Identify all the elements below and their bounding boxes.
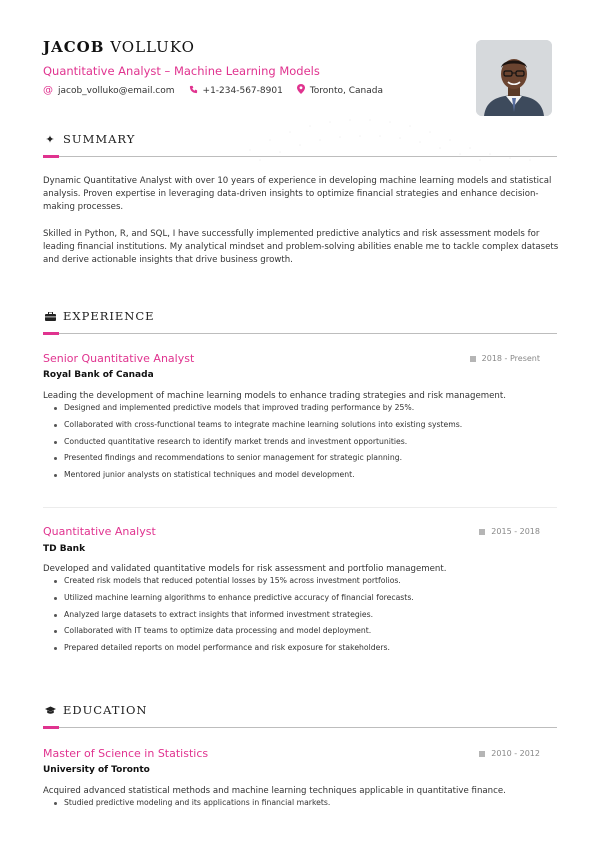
education-bullets xyxy=(52,795,552,812)
list-item: Presented findings and recommendations to senior management for strategic planning. xyxy=(52,450,552,467)
education-description: Acquired advanced statistical methods and machine learning techniques applicable in quantitative finance. xyxy=(43,786,506,796)
phone-contact[interactable] xyxy=(189,85,283,97)
phone-icon xyxy=(189,85,198,97)
experience-heading xyxy=(43,309,155,323)
experience-accent-bar xyxy=(43,332,59,335)
job-2-dates-text: 2015 - 2018 xyxy=(491,527,540,536)
job-separator xyxy=(43,507,557,508)
location-text: Toronto, Canada xyxy=(309,85,384,96)
calendar-icon xyxy=(479,751,485,757)
list-item: Studied predictive modeling and its applications in financial markets. xyxy=(52,795,552,812)
experience-title: EXPERIENCE xyxy=(63,309,155,323)
job-2-bullets xyxy=(52,573,552,657)
job-1-title: Senior Quantitative Analyst xyxy=(43,352,195,365)
phone-text: +1-234-567-8901 xyxy=(202,85,283,96)
school-name: University of Toronto xyxy=(43,765,150,775)
list-item: Collaborated with IT teams to optimize data processing and model deployment. xyxy=(52,623,552,640)
briefcase-icon xyxy=(43,309,57,323)
job-1-description: Leading the development of machine learning models to enhance trading strategies and risk management. xyxy=(43,391,506,401)
job-1-dates xyxy=(470,354,540,363)
experience-rule xyxy=(43,333,557,334)
education-heading xyxy=(43,703,148,717)
graduation-cap-icon xyxy=(43,703,57,717)
email-contact[interactable] xyxy=(43,85,175,96)
list-item: Mentored junior analysts on statistical techniques and model development. xyxy=(52,467,552,484)
profile-photo xyxy=(476,40,552,116)
first-name: JACOB xyxy=(43,38,105,56)
job-2-dates xyxy=(479,527,540,536)
education-accent-bar xyxy=(43,726,59,729)
education-rule xyxy=(43,727,557,728)
education-title: EDUCATION xyxy=(63,703,148,717)
summary-rule xyxy=(43,156,557,157)
education-dates xyxy=(479,749,540,758)
list-item: Collaborated with cross-functional teams to integrate machine learning solutions into existing systems. xyxy=(52,417,552,434)
list-item: Utilized machine learning algorithms to enhance predictive accuracy of financial forecasts. xyxy=(52,590,552,607)
list-item: Analyzed large datasets to extract insights that informed investment strategies. xyxy=(52,607,552,624)
summary-paragraph-1: Dynamic Quantitative Analyst with over 10 years of experience in developing machine learning models and statistical analysis. Proven expertise in leveraging data-driven insights to optimize financial strategies and enhance decision-making processes. xyxy=(43,176,552,213)
degree-title: Master of Science in Statistics xyxy=(43,747,209,760)
at-sign-icon: @ xyxy=(43,85,53,96)
job-2-company: TD Bank xyxy=(43,544,86,554)
summary-paragraph-2: Skilled in Python, R, and SQL, I have successfully implemented predictive analytics and risk assessment models for leading financial institutions. My analytical mindset and problem-solving abilities enable me to tackle complex datasets and derive actionable insights that drive business growth. xyxy=(43,229,559,266)
list-item: Conducted quantitative research to identify market trends and investment opportunities. xyxy=(52,434,552,451)
last-name: VOLLUKO xyxy=(110,38,195,56)
job-2-description: Developed and validated quantitative models for risk assessment and portfolio management. xyxy=(43,564,447,574)
calendar-icon xyxy=(470,356,476,362)
summary-accent-bar xyxy=(43,155,59,158)
candidate-name xyxy=(43,38,195,56)
list-item: Created risk models that reduced potential losses by 15% across investment portfolios. xyxy=(52,573,552,590)
contact-row xyxy=(43,84,397,97)
job-2-title: Quantitative Analyst xyxy=(43,525,156,538)
job-headline: Quantitative Analyst – Machine Learning Models xyxy=(43,64,320,78)
location-pin-icon xyxy=(297,84,305,97)
sparkle-icon: ✦ xyxy=(45,132,55,146)
job-1-company: Royal Bank of Canada xyxy=(43,370,154,380)
summary-title: SUMMARY xyxy=(63,132,136,146)
job-1-bullets xyxy=(52,400,552,484)
job-1-dates-text: 2018 - Present xyxy=(481,354,540,363)
calendar-icon xyxy=(479,529,485,535)
list-item: Prepared detailed reports on model performance and risk exposure for stakeholders. xyxy=(52,640,552,657)
education-dates-text: 2010 - 2012 xyxy=(491,749,540,758)
location-contact xyxy=(297,84,383,97)
list-item: Designed and implemented predictive models that improved trading performance by 25%. xyxy=(52,400,552,417)
email-text: jacob_volluko@email.com xyxy=(58,85,175,96)
summary-heading xyxy=(43,132,135,146)
